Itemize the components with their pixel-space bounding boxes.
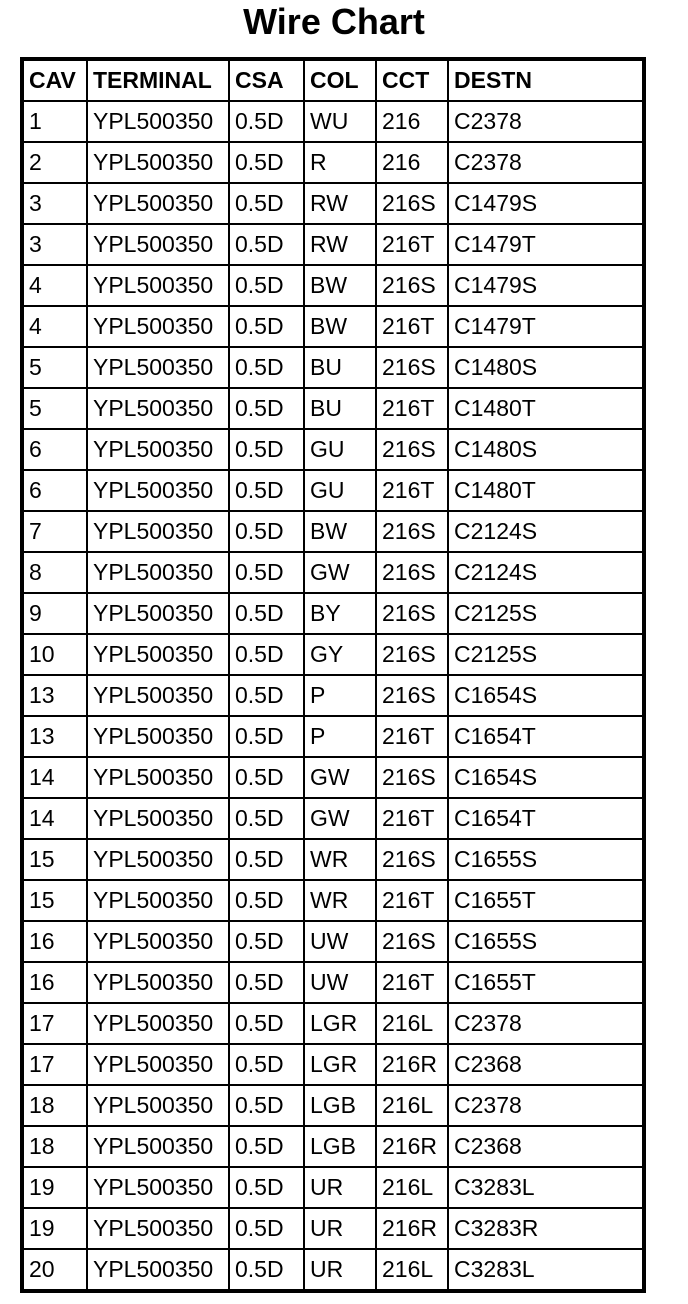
- cell-col: UR: [305, 1209, 375, 1248]
- column-header-csa: CSA: [230, 61, 303, 100]
- cell-destn: C2378: [449, 1086, 642, 1125]
- cell-cav: 14: [24, 758, 86, 797]
- cell-cct: 216R: [377, 1045, 447, 1084]
- cell-terminal: YPL500350: [88, 594, 228, 633]
- cell-csa: 0.5D: [230, 1250, 303, 1289]
- cell-col: GY: [305, 635, 375, 674]
- cell-col: RW: [305, 184, 375, 223]
- cell-col: UW: [305, 963, 375, 1002]
- cell-csa: 0.5D: [230, 881, 303, 920]
- cell-terminal: YPL500350: [88, 963, 228, 1002]
- cell-csa: 0.5D: [230, 143, 303, 182]
- cell-csa: 0.5D: [230, 717, 303, 756]
- cell-destn: C1655S: [449, 840, 642, 879]
- cell-col: GU: [305, 471, 375, 510]
- cell-cct: 216T: [377, 389, 447, 428]
- cell-csa: 0.5D: [230, 594, 303, 633]
- cell-cav: 16: [24, 963, 86, 1002]
- cell-csa: 0.5D: [230, 1086, 303, 1125]
- cell-cav: 8: [24, 553, 86, 592]
- cell-destn: C1654S: [449, 676, 642, 715]
- cell-cct: 216S: [377, 635, 447, 674]
- cell-terminal: YPL500350: [88, 348, 228, 387]
- cell-cav: 3: [24, 225, 86, 264]
- cell-col: BY: [305, 594, 375, 633]
- cell-terminal: YPL500350: [88, 225, 228, 264]
- cell-terminal: YPL500350: [88, 471, 228, 510]
- cell-cav: 5: [24, 389, 86, 428]
- table-row: [24, 799, 642, 838]
- cell-col: BU: [305, 389, 375, 428]
- cell-cav: 20: [24, 1250, 86, 1289]
- table-body: [24, 102, 642, 1289]
- cell-col: GW: [305, 799, 375, 838]
- column-header-terminal: TERMINAL: [88, 61, 228, 100]
- cell-csa: 0.5D: [230, 266, 303, 305]
- cell-cav: 10: [24, 635, 86, 674]
- cell-col: RW: [305, 225, 375, 264]
- cell-csa: 0.5D: [230, 102, 303, 141]
- cell-csa: 0.5D: [230, 1127, 303, 1166]
- cell-cav: 2: [24, 143, 86, 182]
- cell-destn: C1480T: [449, 389, 642, 428]
- cell-cct: 216T: [377, 799, 447, 838]
- table-row: [24, 430, 642, 469]
- cell-destn: C2378: [449, 143, 642, 182]
- table-row: [24, 1168, 642, 1207]
- cell-col: LGR: [305, 1004, 375, 1043]
- cell-cav: 19: [24, 1168, 86, 1207]
- cell-terminal: YPL500350: [88, 430, 228, 469]
- table-row: [24, 102, 642, 141]
- cell-col: LGB: [305, 1127, 375, 1166]
- cell-cct: 216S: [377, 553, 447, 592]
- cell-csa: 0.5D: [230, 184, 303, 223]
- table-row: [24, 758, 642, 797]
- cell-cct: 216S: [377, 184, 447, 223]
- cell-csa: 0.5D: [230, 635, 303, 674]
- table-row: [24, 594, 642, 633]
- table-row: [24, 676, 642, 715]
- cell-col: WU: [305, 102, 375, 141]
- cell-col: BW: [305, 307, 375, 346]
- table-row: [24, 1086, 642, 1125]
- cell-destn: C1480T: [449, 471, 642, 510]
- cell-cct: 216S: [377, 430, 447, 469]
- cell-terminal: YPL500350: [88, 307, 228, 346]
- cell-csa: 0.5D: [230, 676, 303, 715]
- cell-csa: 0.5D: [230, 471, 303, 510]
- cell-destn: C1655S: [449, 922, 642, 961]
- cell-destn: C1654T: [449, 717, 642, 756]
- cell-cct: 216S: [377, 922, 447, 961]
- table-row: [24, 1045, 642, 1084]
- wire-chart-table: [20, 57, 646, 1293]
- cell-cav: 13: [24, 717, 86, 756]
- cell-terminal: YPL500350: [88, 676, 228, 715]
- cell-cav: 18: [24, 1086, 86, 1125]
- cell-terminal: YPL500350: [88, 553, 228, 592]
- cell-destn: C1655T: [449, 963, 642, 1002]
- table-row: [24, 635, 642, 674]
- cell-csa: 0.5D: [230, 553, 303, 592]
- cell-destn: C2378: [449, 102, 642, 141]
- cell-cct: 216R: [377, 1209, 447, 1248]
- column-header-cct: CCT: [377, 61, 447, 100]
- table-row: [24, 922, 642, 961]
- cell-cct: 216L: [377, 1168, 447, 1207]
- column-header-destn: DESTN: [449, 61, 642, 100]
- cell-csa: 0.5D: [230, 512, 303, 551]
- cell-cct: 216S: [377, 266, 447, 305]
- cell-cav: 4: [24, 266, 86, 305]
- cell-destn: C1654T: [449, 799, 642, 838]
- cell-csa: 0.5D: [230, 307, 303, 346]
- table-row: [24, 1250, 642, 1289]
- cell-destn: C1479S: [449, 266, 642, 305]
- cell-terminal: YPL500350: [88, 1004, 228, 1043]
- cell-csa: 0.5D: [230, 922, 303, 961]
- cell-terminal: YPL500350: [88, 635, 228, 674]
- cell-cav: 17: [24, 1004, 86, 1043]
- table-row: [24, 881, 642, 920]
- cell-terminal: YPL500350: [88, 184, 228, 223]
- table-row: [24, 1004, 642, 1043]
- cell-terminal: YPL500350: [88, 1250, 228, 1289]
- table-row: [24, 266, 642, 305]
- cell-cct: 216S: [377, 512, 447, 551]
- cell-cct: 216T: [377, 717, 447, 756]
- page-title: Wire Chart: [243, 1, 425, 42]
- cell-destn: C1480S: [449, 430, 642, 469]
- cell-terminal: YPL500350: [88, 1045, 228, 1084]
- cell-cav: 5: [24, 348, 86, 387]
- cell-cct: 216S: [377, 348, 447, 387]
- cell-cct: 216L: [377, 1004, 447, 1043]
- table-row: [24, 184, 642, 223]
- table-row: [24, 512, 642, 551]
- cell-cav: 4: [24, 307, 86, 346]
- cell-cct: 216S: [377, 594, 447, 633]
- cell-terminal: YPL500350: [88, 717, 228, 756]
- cell-col: P: [305, 676, 375, 715]
- column-header-cav: CAV: [24, 61, 86, 100]
- cell-terminal: YPL500350: [88, 1209, 228, 1248]
- cell-terminal: YPL500350: [88, 1086, 228, 1125]
- cell-col: BU: [305, 348, 375, 387]
- cell-cct: 216L: [377, 1086, 447, 1125]
- cell-destn: C1479T: [449, 225, 642, 264]
- cell-cav: 14: [24, 799, 86, 838]
- cell-col: R: [305, 143, 375, 182]
- cell-destn: C2125S: [449, 594, 642, 633]
- cell-cav: 19: [24, 1209, 86, 1248]
- cell-cav: 1: [24, 102, 86, 141]
- cell-cct: 216L: [377, 1250, 447, 1289]
- cell-terminal: YPL500350: [88, 799, 228, 838]
- cell-col: BW: [305, 512, 375, 551]
- cell-cav: 3: [24, 184, 86, 223]
- cell-csa: 0.5D: [230, 430, 303, 469]
- table-row: [24, 389, 642, 428]
- table-row: [24, 307, 642, 346]
- cell-csa: 0.5D: [230, 1209, 303, 1248]
- table-row: [24, 471, 642, 510]
- cell-cav: 17: [24, 1045, 86, 1084]
- cell-cav: 15: [24, 881, 86, 920]
- cell-cct: 216T: [377, 881, 447, 920]
- cell-terminal: YPL500350: [88, 1127, 228, 1166]
- cell-cct: 216S: [377, 758, 447, 797]
- cell-destn: C1479S: [449, 184, 642, 223]
- cell-destn: C3283L: [449, 1250, 642, 1289]
- cell-cav: 9: [24, 594, 86, 633]
- cell-cct: 216S: [377, 676, 447, 715]
- cell-terminal: YPL500350: [88, 266, 228, 305]
- cell-csa: 0.5D: [230, 963, 303, 1002]
- cell-csa: 0.5D: [230, 1004, 303, 1043]
- cell-cct: 216R: [377, 1127, 447, 1166]
- table-row: [24, 717, 642, 756]
- cell-cav: 6: [24, 430, 86, 469]
- table-row: [24, 1209, 642, 1248]
- cell-col: WR: [305, 840, 375, 879]
- cell-destn: C1654S: [449, 758, 642, 797]
- cell-destn: C1480S: [449, 348, 642, 387]
- cell-csa: 0.5D: [230, 1168, 303, 1207]
- cell-cct: 216T: [377, 307, 447, 346]
- cell-csa: 0.5D: [230, 1045, 303, 1084]
- table-row: [24, 143, 642, 182]
- cell-destn: C2125S: [449, 635, 642, 674]
- table-row: [24, 348, 642, 387]
- table-header-row: [24, 61, 642, 100]
- cell-destn: C2124S: [449, 553, 642, 592]
- cell-cav: 6: [24, 471, 86, 510]
- cell-col: P: [305, 717, 375, 756]
- cell-terminal: YPL500350: [88, 840, 228, 879]
- table-row: [24, 553, 642, 592]
- cell-cct: 216T: [377, 225, 447, 264]
- cell-terminal: YPL500350: [88, 512, 228, 551]
- cell-csa: 0.5D: [230, 348, 303, 387]
- cell-cct: 216: [377, 143, 447, 182]
- cell-csa: 0.5D: [230, 758, 303, 797]
- cell-destn: C2124S: [449, 512, 642, 551]
- cell-terminal: YPL500350: [88, 758, 228, 797]
- cell-destn: C2368: [449, 1045, 642, 1084]
- cell-terminal: YPL500350: [88, 922, 228, 961]
- cell-col: UR: [305, 1168, 375, 1207]
- cell-cav: 18: [24, 1127, 86, 1166]
- table-row: [24, 1127, 642, 1166]
- cell-terminal: YPL500350: [88, 102, 228, 141]
- cell-col: BW: [305, 266, 375, 305]
- table-row: [24, 963, 642, 1002]
- cell-col: GW: [305, 553, 375, 592]
- cell-destn: C2368: [449, 1127, 642, 1166]
- cell-col: GU: [305, 430, 375, 469]
- cell-cct: 216T: [377, 963, 447, 1002]
- table-row: [24, 225, 642, 264]
- cell-destn: C3283L: [449, 1168, 642, 1207]
- cell-destn: C3283R: [449, 1209, 642, 1248]
- cell-cct: 216T: [377, 471, 447, 510]
- cell-csa: 0.5D: [230, 225, 303, 264]
- cell-col: UW: [305, 922, 375, 961]
- cell-terminal: YPL500350: [88, 143, 228, 182]
- column-header-col: COL: [305, 61, 375, 100]
- table-row: [24, 840, 642, 879]
- cell-destn: C2378: [449, 1004, 642, 1043]
- cell-cct: 216S: [377, 840, 447, 879]
- cell-cct: 216: [377, 102, 447, 141]
- cell-destn: C1479T: [449, 307, 642, 346]
- cell-col: LGR: [305, 1045, 375, 1084]
- cell-terminal: YPL500350: [88, 389, 228, 428]
- cell-cav: 13: [24, 676, 86, 715]
- cell-csa: 0.5D: [230, 799, 303, 838]
- cell-col: GW: [305, 758, 375, 797]
- cell-col: LGB: [305, 1086, 375, 1125]
- cell-cav: 7: [24, 512, 86, 551]
- cell-cav: 15: [24, 840, 86, 879]
- cell-csa: 0.5D: [230, 389, 303, 428]
- cell-cav: 16: [24, 922, 86, 961]
- cell-col: WR: [305, 881, 375, 920]
- cell-destn: C1655T: [449, 881, 642, 920]
- cell-terminal: YPL500350: [88, 1168, 228, 1207]
- cell-col: UR: [305, 1250, 375, 1289]
- cell-terminal: YPL500350: [88, 881, 228, 920]
- cell-csa: 0.5D: [230, 840, 303, 879]
